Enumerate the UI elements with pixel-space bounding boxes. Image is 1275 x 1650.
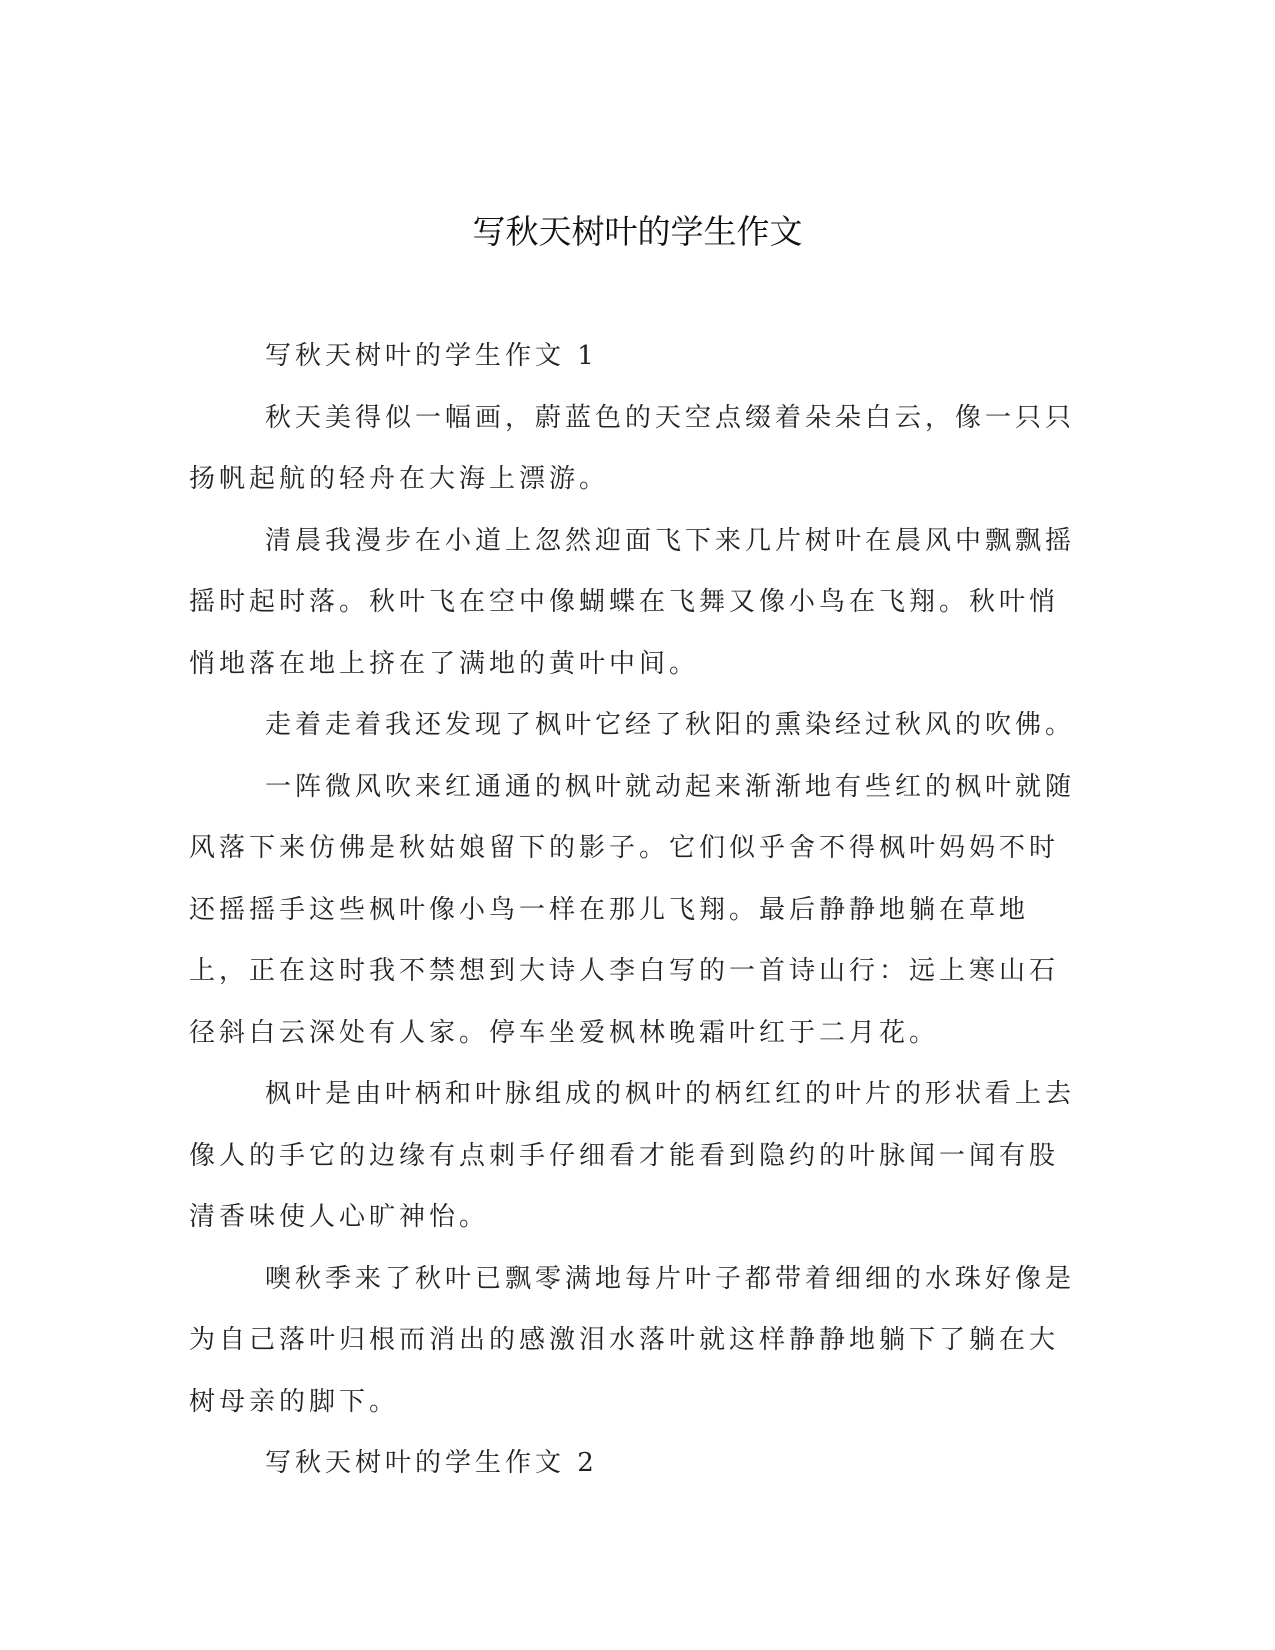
paragraph: 秋天美得似一幅画，蔚蓝色的天空点缀着朵朵白云，像一只只扬帆起航的轻舟在大海上漂游。 [189,402,1076,494]
paragraph: 噢秋季来了秋叶已飘零满地每片叶子都带着细细的水珠好像是为自己落叶归根而消出的感激泪水落叶就这样静静地躺下了躺在大树母亲的脚下。 [189,1263,1076,1417]
paragraph: 枫叶是由叶柄和叶脉组成的枫叶的柄红红的叶片的形状看上去像人的手它的边缘有点刺手仔细看才能看到隐约的叶脉闻一闻有股清香味使人心旷神怡。 [189,1079,1076,1232]
essay-heading-1: 写秋天树叶的学生作文 1 [265,341,598,371]
document-title: 写秋天树叶的学生作文 [472,212,803,251]
paragraph: 清晨我漫步在小道上忽然迎面飞下来几片树叶在晨风中飘飘摇摇时起时落。秋叶飞在空中像蝴蝶在飞舞又像小鸟在飞翔。秋叶悄悄地落在地上挤在了满地的黄叶中间。 [189,525,1076,679]
paragraph: 走着走着我还发现了枫叶它经了秋阳的熏染经过秋风的吹佛。 [265,710,1076,740]
essay-heading-2: 写秋天树叶的学生作文 2 [265,1448,598,1478]
paragraph: 一阵微风吹来红通通的枫叶就动起来渐渐地有些红的枫叶就随风落下来仿佛是秋姑娘留下的影子。它们似乎舍不得枫叶妈妈不时还摇摇手这些枫叶像小鸟一样在那儿飞翔。最后静静地躺在草地上，正在这时我不禁想到大诗人李白写的一首诗山行：远上寒山石径斜白云深处有人家。停车坐爱枫林晚霜叶红于二月花。 [189,771,1076,1048]
document-body [189,326,1077,1495]
